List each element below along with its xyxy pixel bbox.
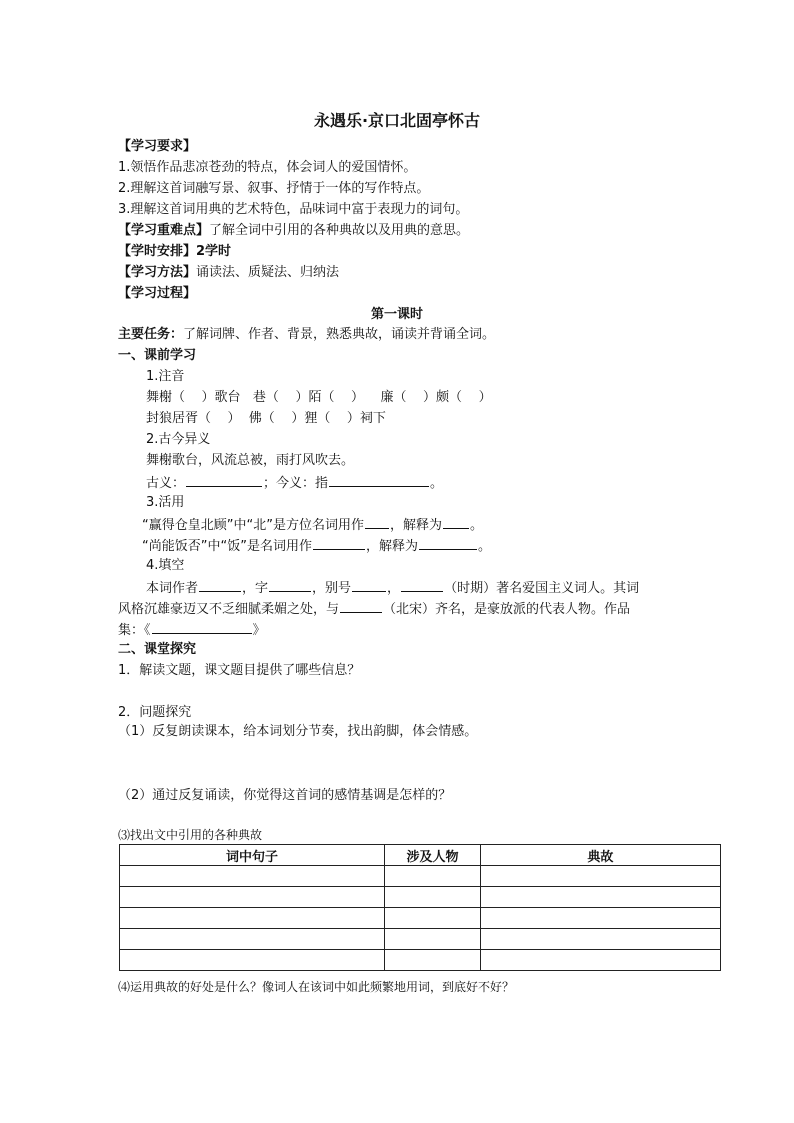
- answer-blank[interactable]: [352, 578, 386, 592]
- question: （2）通过反复诵读，你觉得这首词的感情基调是怎样的？: [118, 788, 452, 803]
- table-header-row: [120, 845, 721, 866]
- methods-line: [118, 264, 339, 282]
- requirements-heading: 【学习要求】: [118, 139, 197, 154]
- fill-text: ，: [387, 581, 401, 596]
- answer-blank[interactable]: [329, 473, 429, 487]
- table-cell[interactable]: [120, 908, 385, 929]
- answer-blank[interactable]: [269, 578, 311, 592]
- answer-blank[interactable]: [199, 578, 241, 592]
- table-cell[interactable]: [385, 950, 481, 971]
- fill-text: 集：《: [118, 623, 151, 638]
- table-row: [120, 866, 721, 887]
- table-row: [120, 908, 721, 929]
- schedule-line: [118, 243, 231, 261]
- methods-label: 【学习方法】: [118, 265, 197, 280]
- answer-blank[interactable]: [340, 599, 382, 613]
- table-cell[interactable]: [385, 866, 481, 887]
- punctuation: 。: [430, 476, 444, 491]
- ancient-modern-sentence: 舞榭歌台，风流总被，雨打风吹去。: [146, 453, 355, 468]
- fill-text: 》: [252, 623, 266, 638]
- usage-label: 3.活用: [146, 495, 185, 510]
- key-points-label: 【学习重难点】: [118, 223, 210, 238]
- main-task-text: 了解词牌、作者、背景，熟悉典故，诵读并背诵全词。: [183, 327, 496, 342]
- pinyin-label: 1.注音: [146, 369, 185, 384]
- fill-text: 本词作者: [146, 581, 199, 596]
- usage-text: ，解释为: [389, 518, 442, 533]
- fill-line: [118, 620, 266, 640]
- usage-text: “尚能饭否”中“饭”是名词用作: [142, 539, 312, 554]
- main-task-label: 主要任务：: [118, 327, 184, 342]
- answer-blank[interactable]: [401, 578, 443, 592]
- ancient-meaning-label: 古义：: [146, 476, 186, 491]
- answer-blank[interactable]: [419, 536, 477, 550]
- requirement-item: 1.领悟作品悲凉苍劲的特点，体会词人的爱国情怀。: [118, 160, 417, 175]
- allusion-table: [119, 844, 721, 971]
- answer-blank[interactable]: [313, 536, 365, 550]
- answer-blank[interactable]: [365, 515, 389, 529]
- methods-text: 诵读法、质疑法、归纳法: [196, 265, 340, 280]
- table-row: [120, 950, 721, 971]
- table-cell[interactable]: [385, 908, 481, 929]
- column-header: 典故: [480, 845, 720, 866]
- requirement-item: 2.理解这首词融写景、叙事、抒情于一体的写作特点。: [118, 181, 430, 196]
- column-header: 词中句子: [120, 845, 385, 866]
- fill-label: 4.填空: [146, 558, 185, 573]
- fill-text: （北宋）齐名，是豪放派的代表人物。作品: [383, 602, 631, 617]
- table-cell[interactable]: [120, 887, 385, 908]
- fill-text: ，字: [242, 581, 269, 596]
- requirement-item: 3.理解这首词用典的艺术特色，品味词中富于表现力的词句。: [118, 202, 469, 217]
- table-cell[interactable]: [480, 908, 720, 929]
- page-title: 永遇乐·京口北固亭怀古: [313, 111, 481, 130]
- modern-meaning-label: ；今义：指: [263, 476, 329, 491]
- table-row: [120, 887, 721, 908]
- question: ⑷运用典故的好处是什么？像词人在该词中如此频繁地用词，到底好不好？: [118, 980, 515, 994]
- table-cell[interactable]: [120, 929, 385, 950]
- answer-blank[interactable]: [443, 515, 469, 529]
- table-cell[interactable]: [480, 929, 720, 950]
- usage-question: [142, 536, 491, 556]
- table-cell[interactable]: [480, 950, 720, 971]
- key-points-line: [118, 222, 469, 240]
- fill-text: 风格沉雄豪迈又不乏细腻柔媚之处，与: [118, 602, 340, 617]
- schedule-label: 【学时安排】: [118, 244, 197, 259]
- fill-line: [146, 578, 639, 598]
- usage-question: [142, 515, 483, 535]
- ancient-modern-label: 2.古今异义: [146, 432, 211, 447]
- fill-line: [118, 599, 630, 619]
- question: 2．问题探究: [118, 705, 192, 720]
- question: ⑶找出文中引用的各种典故: [118, 828, 263, 842]
- section-heading: 一、课前学习: [118, 348, 197, 363]
- table-cell[interactable]: [480, 887, 720, 908]
- table-row: [120, 929, 721, 950]
- punctuation: 。: [477, 539, 491, 554]
- usage-text: “赢得仓皇北顾”中“北”是方位名词用作: [142, 518, 364, 533]
- ancient-modern-fill: [146, 473, 443, 493]
- question: 1．解读文题，课文题目提供了哪些信息？: [118, 663, 361, 678]
- question: （1）反复朗读课本，给本词划分节奏，找出韵脚，体会情感。: [118, 724, 478, 739]
- answer-blank[interactable]: [152, 620, 252, 634]
- key-points-text: 了解全词中引用的各种典故以及用典的意思。: [209, 223, 470, 238]
- table-cell[interactable]: [385, 929, 481, 950]
- table-cell[interactable]: [385, 887, 481, 908]
- fill-text: （时期）著名爱国主义词人。其词: [444, 581, 640, 596]
- schedule-text: 2学时: [196, 244, 232, 259]
- process-label: 【学习过程】: [118, 286, 197, 301]
- table-cell[interactable]: [120, 866, 385, 887]
- table-cell[interactable]: [120, 950, 385, 971]
- pinyin-row: 封狼居胥（ ） 佛（ ）狸（ ）祠下: [146, 411, 386, 426]
- table-cell[interactable]: [480, 866, 720, 887]
- punctuation: 。: [469, 518, 483, 533]
- pinyin-row: 舞榭（ ）歌台 巷（ ）陌（ ） 廉（ ）颇（ ）: [146, 390, 492, 405]
- fill-text: ，别号: [312, 581, 352, 596]
- main-task-line: [118, 326, 495, 344]
- column-header: 涉及人物: [385, 845, 481, 866]
- answer-blank[interactable]: [186, 473, 262, 487]
- usage-text: ，解释为: [365, 539, 418, 554]
- section-heading: 二、课堂探究: [118, 642, 197, 657]
- lesson-heading: 第一课时: [370, 307, 423, 322]
